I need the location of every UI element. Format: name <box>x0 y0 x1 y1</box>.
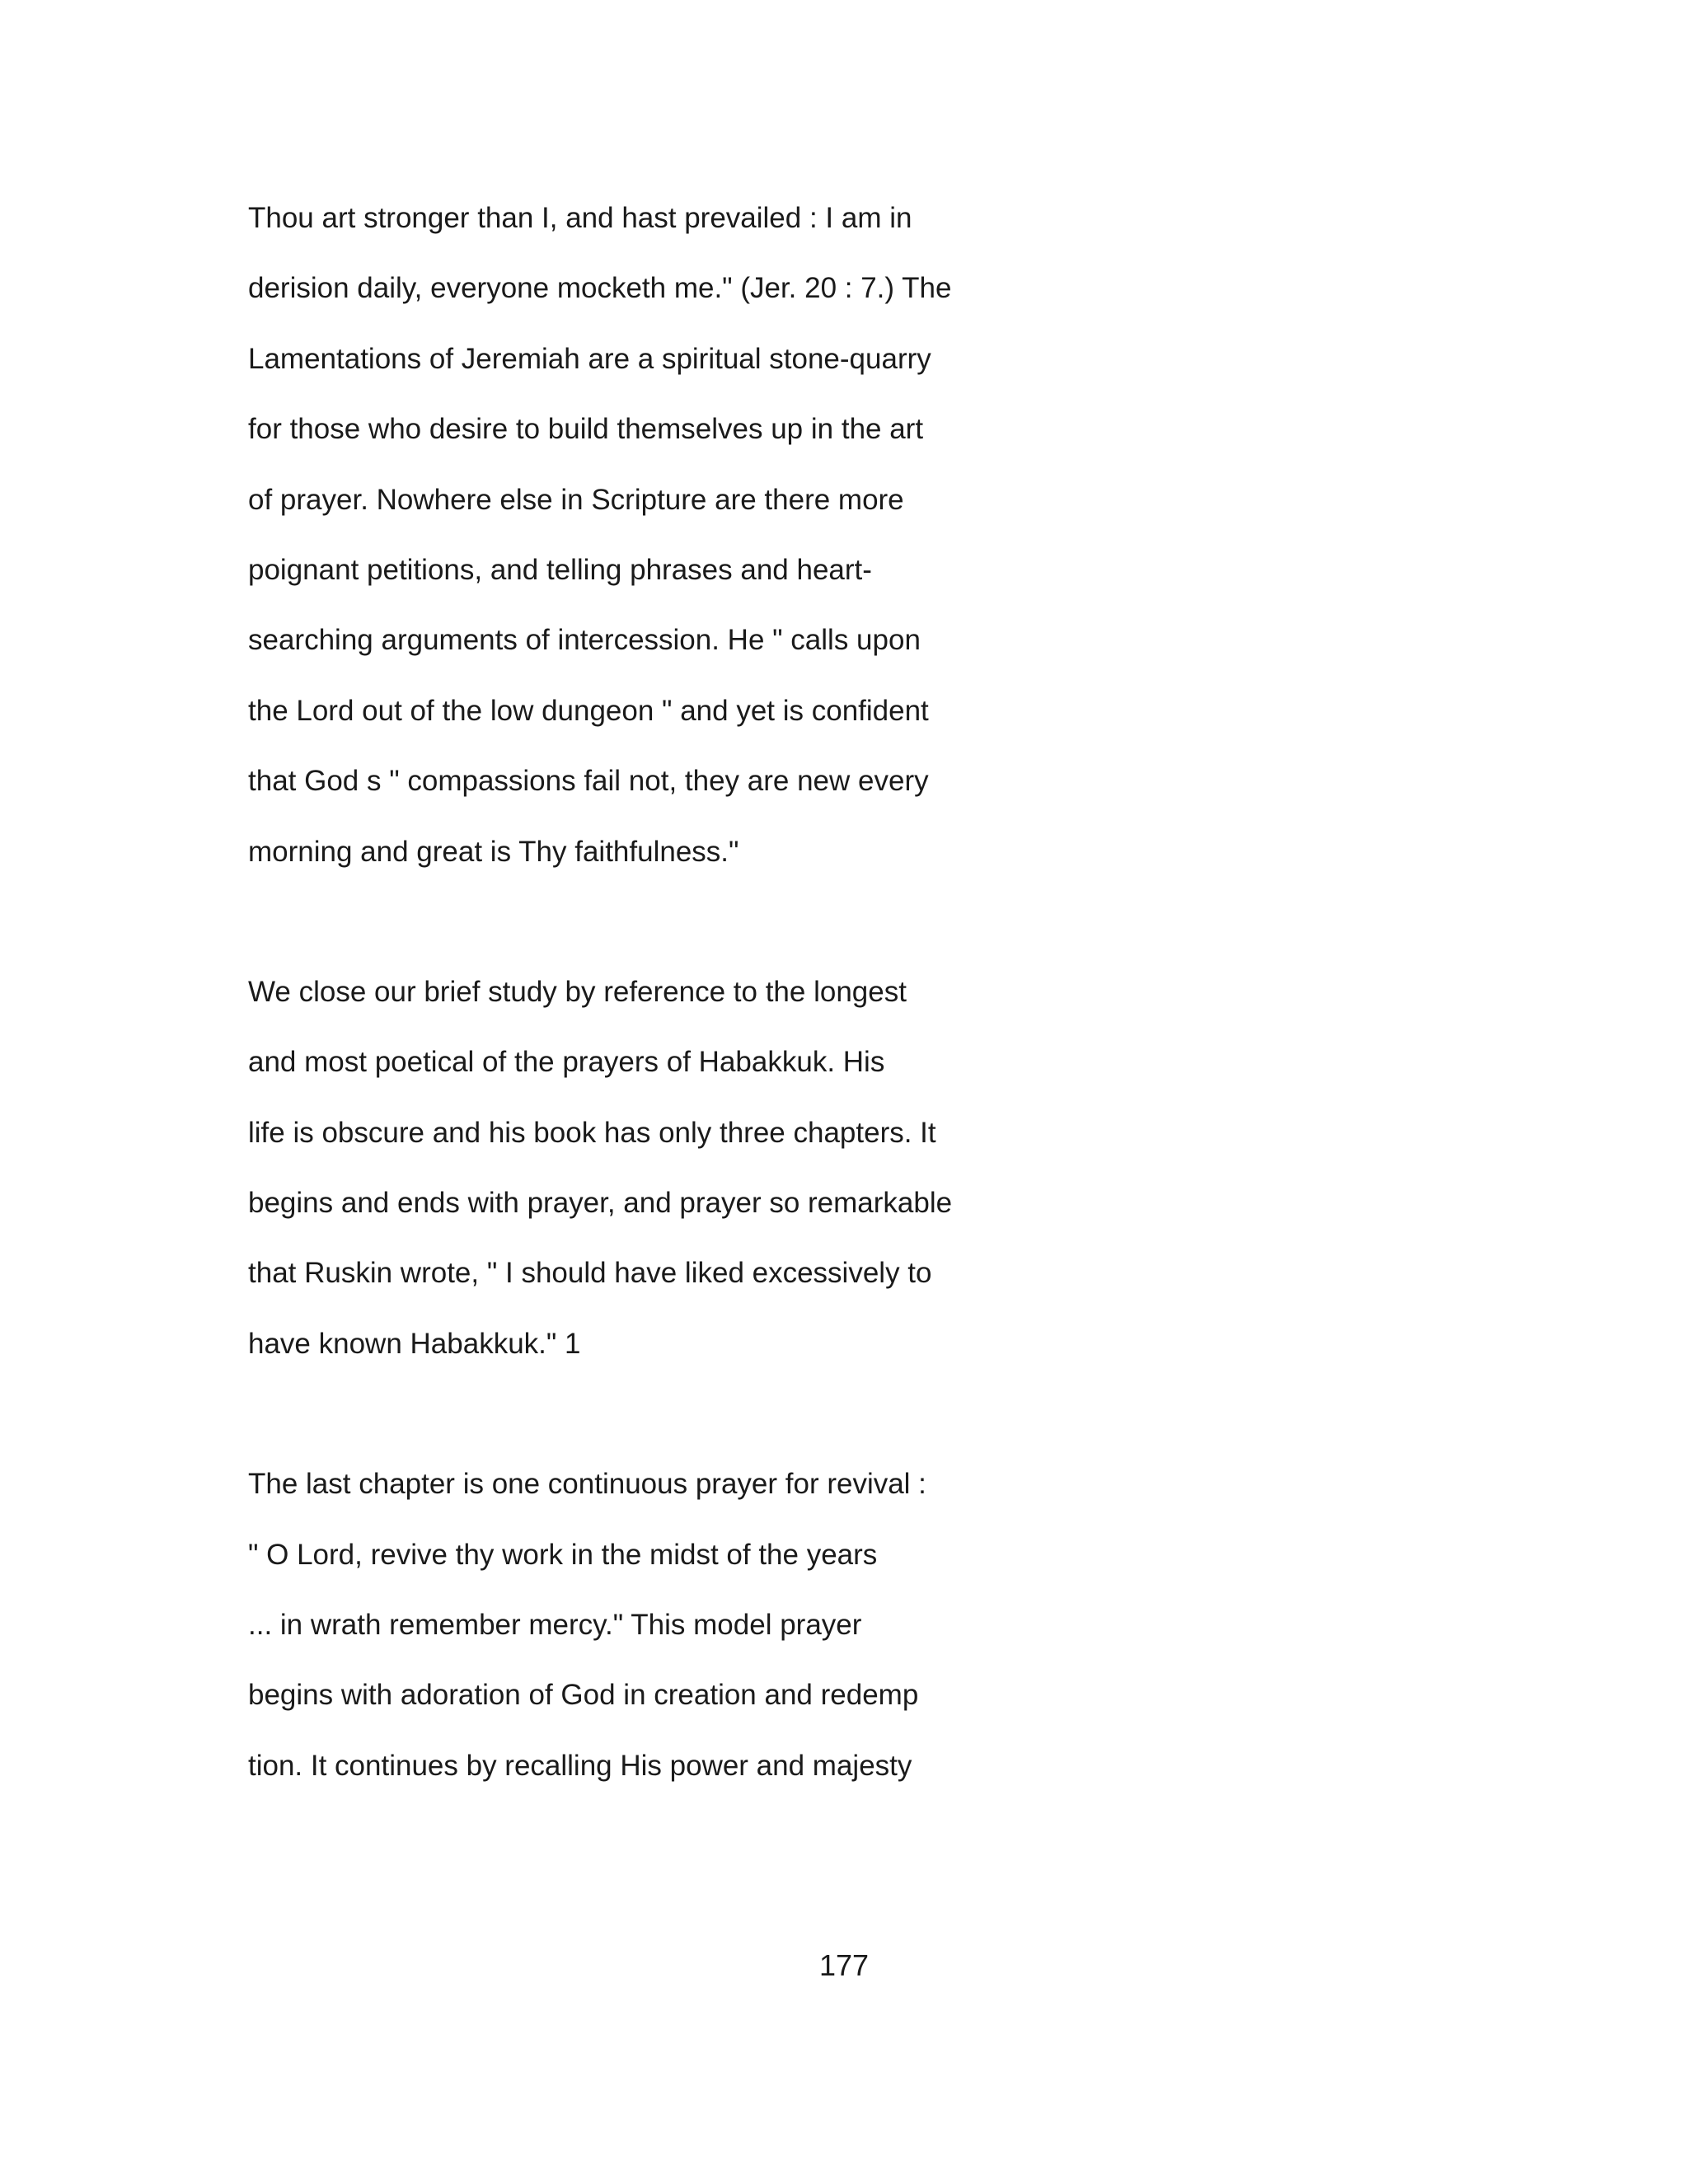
text-line: the Lord out of the low dungeon " and yet is confident <box>248 694 929 727</box>
text-line: searching arguments of intercession. He " calls upon <box>248 624 921 657</box>
page-number: 177 <box>818 1948 870 1982</box>
text-line: " O Lord, revive thy work in the midst of the years <box>248 1538 878 1571</box>
paragraph-2 <box>248 965 1237 1387</box>
text-line: that God s " compassions fail not, they are new every <box>248 765 929 798</box>
text-line: poignant petitions, and telling phrases and heart- <box>248 553 872 586</box>
text-line: life is obscure and his book has only three chapters. It <box>248 1116 936 1149</box>
body-text <box>248 191 1237 1809</box>
text-line: morning and great is Thy faithfulness." <box>248 835 739 868</box>
text-line: derision daily, everyone mocketh me." (Jer. 20 : 7.) The <box>248 272 952 305</box>
text-line: tion. It continues by recalling His power and majesty <box>248 1749 912 1782</box>
text-line: of prayer. Nowhere else in Scripture are there more <box>248 483 904 516</box>
text-line: for those who desire to build themselves up in the art <box>248 413 924 446</box>
text-line: ... in wrath remember mercy." This model prayer <box>248 1609 862 1642</box>
text-line: We close our brief study by reference to the longest <box>248 975 907 1008</box>
text-line: have known Habakkuk." 1 <box>248 1327 581 1360</box>
text-line: begins with adoration of God in creation and redemp <box>248 1679 919 1712</box>
text-line: and most poetical of the prayers of Habakkuk. His <box>248 1046 885 1079</box>
text-line: The last chapter is one continuous prayer for revival : <box>248 1468 926 1501</box>
paragraph-3 <box>248 1457 1237 1809</box>
paragraph-1 <box>248 191 1237 895</box>
text-line: Lamentations of Jeremiah are a spiritual stone-quarry <box>248 342 931 375</box>
text-line: that Ruskin wrote, " I should have liked excessively to <box>248 1257 932 1290</box>
text-line: Thou art stronger than I, and hast prevailed : I am in <box>248 202 912 234</box>
text-line: begins and ends with prayer, and prayer so remarkable <box>248 1187 953 1220</box>
